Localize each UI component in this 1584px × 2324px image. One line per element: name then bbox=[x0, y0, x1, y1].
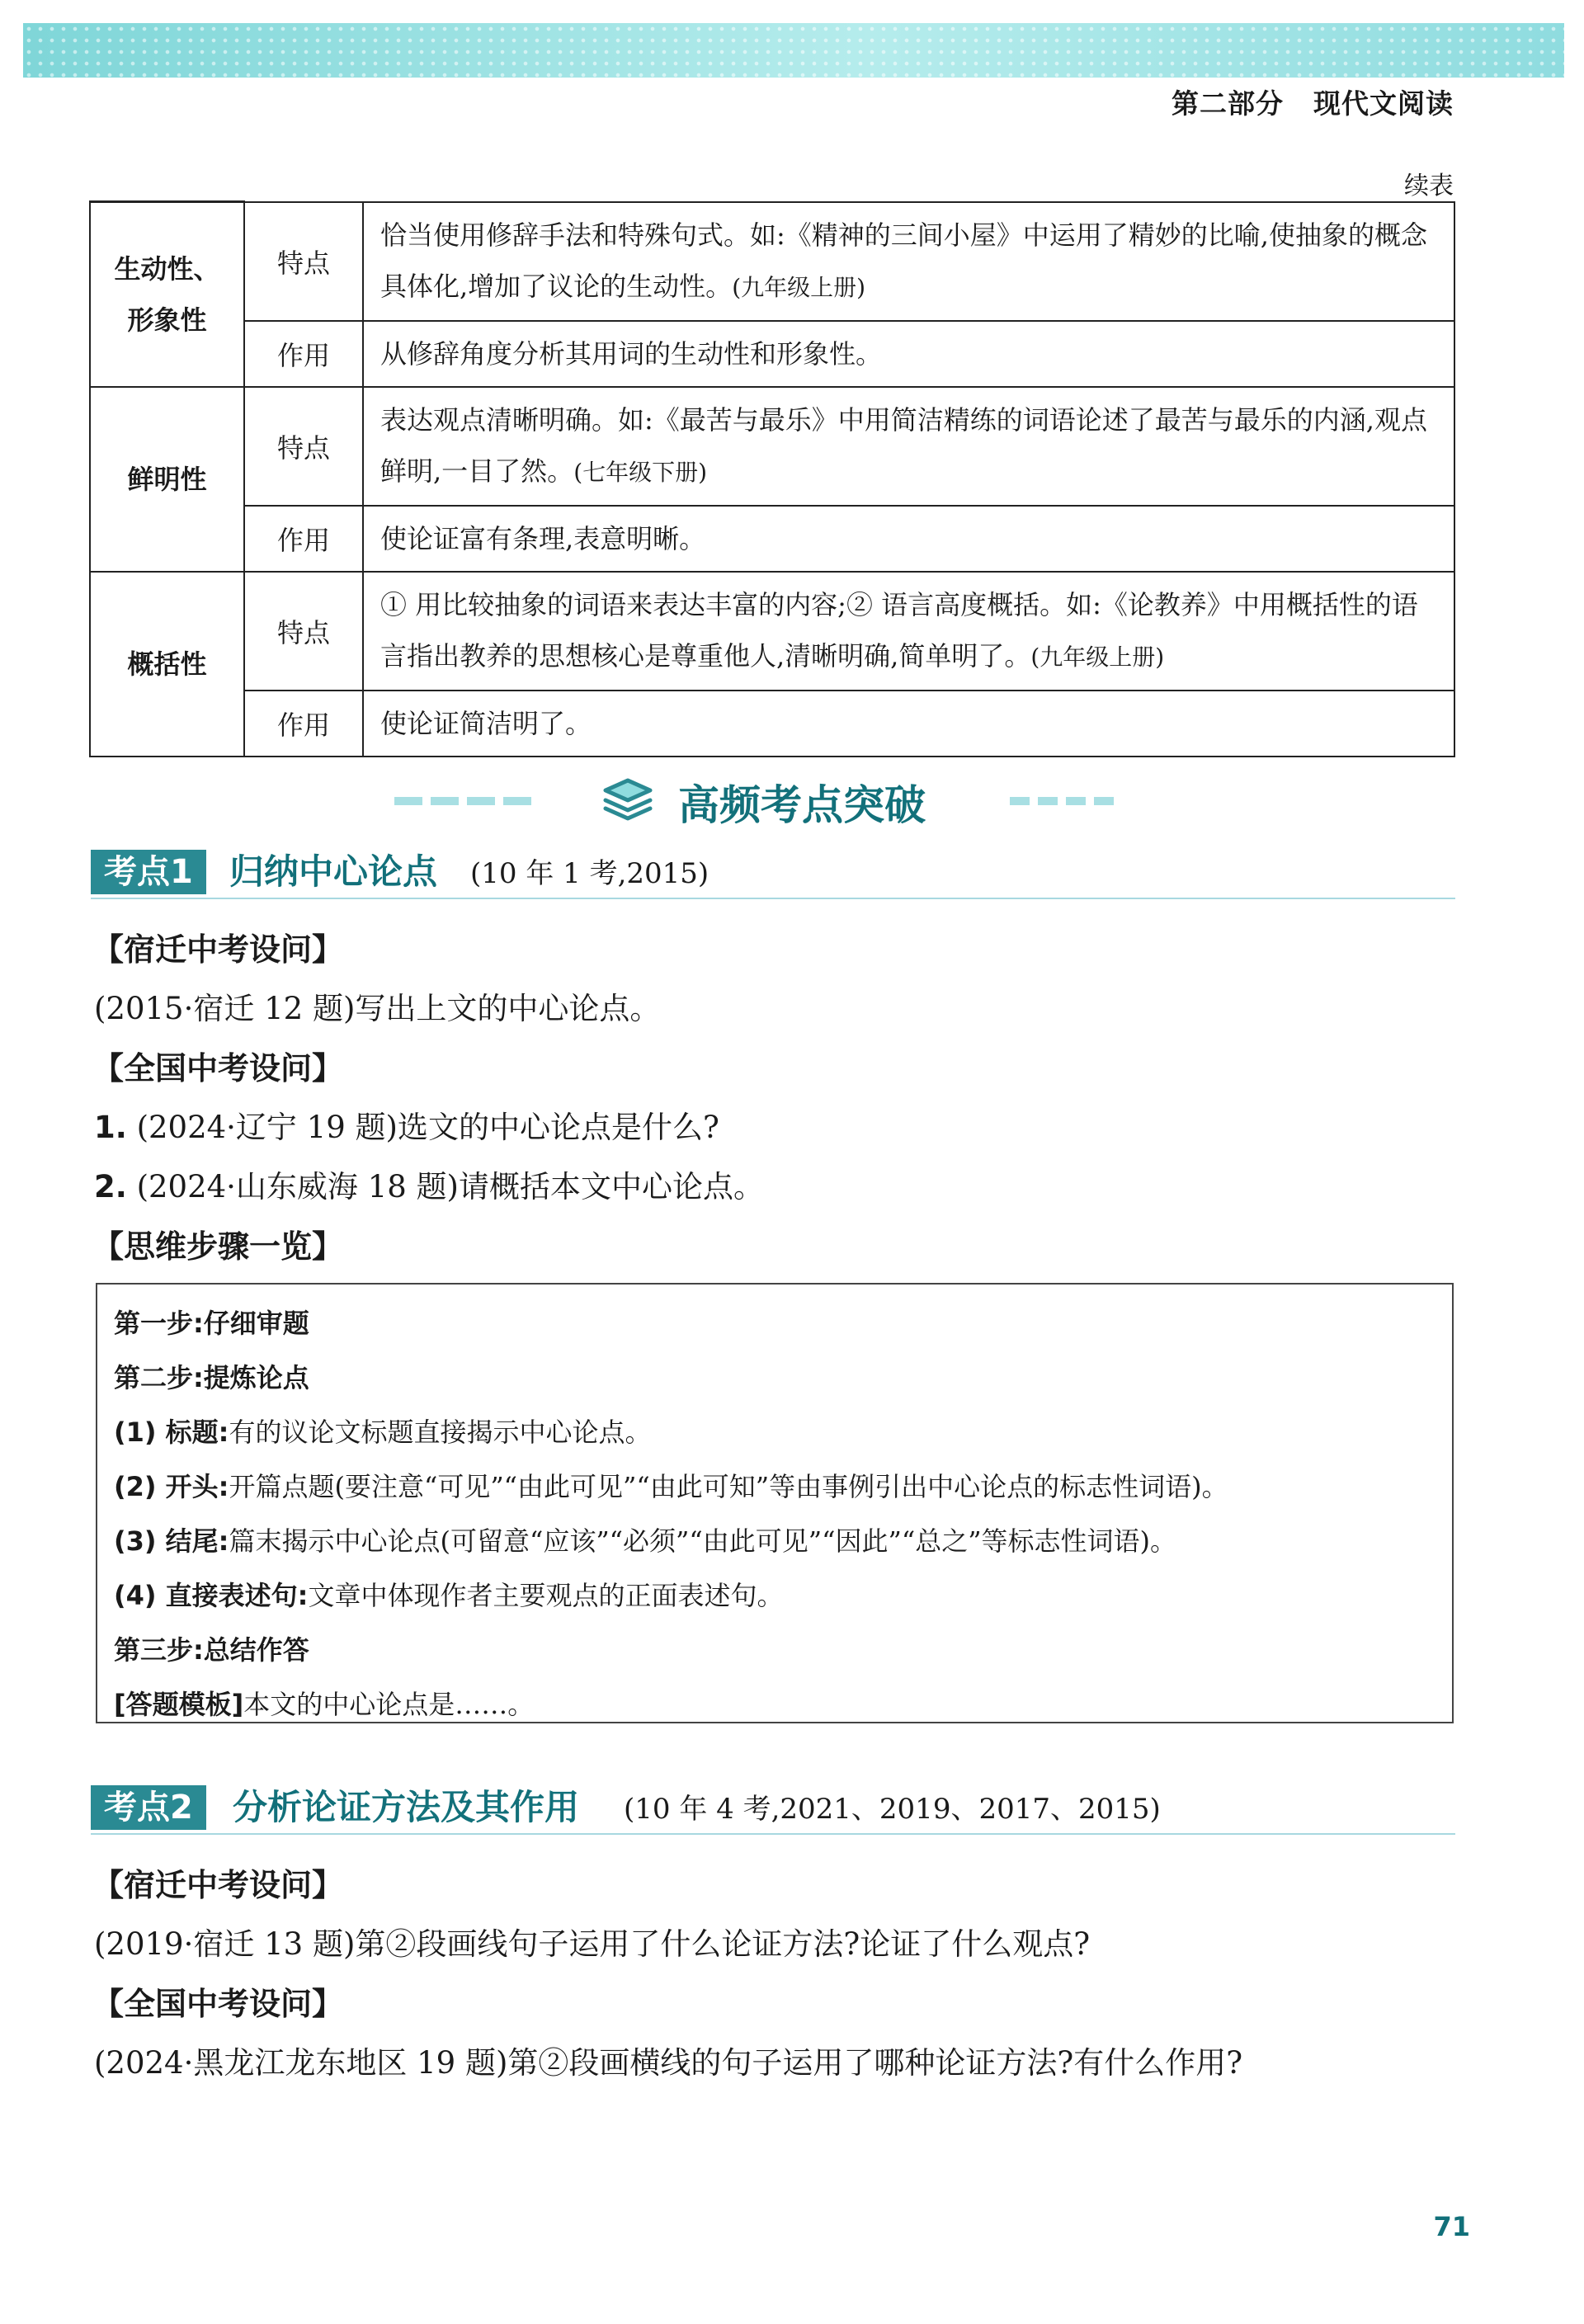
step-line: (1) 标题:有的议论文标题直接揭示中心论点。 bbox=[114, 1417, 652, 1448]
local-exam-heading: 【宿迁中考设问】 bbox=[92, 931, 344, 968]
page-number: 71 bbox=[1433, 2211, 1470, 2242]
exam-point-meta: (10 年 4 考,2021、2019、2017、2015) bbox=[624, 1793, 1161, 1826]
exam-point-title: 分析论证方法及其作用 bbox=[233, 1787, 580, 1827]
table-row bbox=[90, 321, 1454, 387]
exam-point-meta: (10 年 1 考,2015) bbox=[470, 857, 710, 890]
exam-point-title: 归纳中心论点 bbox=[229, 851, 438, 892]
table-row bbox=[90, 387, 1454, 506]
effect-label: 作用 bbox=[244, 321, 363, 387]
effect-text: 从修辞角度分析其用词的生动性和形象性。 bbox=[363, 321, 1454, 387]
category-cell: 概括性 bbox=[90, 572, 244, 757]
section-title: 高频考点突破 bbox=[678, 781, 926, 829]
decorative-dashes-right bbox=[1010, 797, 1117, 805]
effect-text: 使论证富有条理,表意明晰。 bbox=[363, 506, 1454, 572]
step-line: (3) 结尾:篇末揭示中心论点(可留意“应该”“必须”“由此可见”“因此”“总之”等标志性词语)。 bbox=[114, 1525, 1177, 1557]
exam-point-1-heading bbox=[91, 850, 1455, 899]
step-line: 第一步:仔细审题 bbox=[114, 1308, 309, 1339]
feature-label: 特点 bbox=[244, 572, 363, 691]
section-heading bbox=[0, 767, 1584, 833]
national-exam-heading: 【全国中考设问】 bbox=[92, 1986, 344, 2022]
local-exam-heading: 【宿迁中考设问】 bbox=[92, 1867, 344, 1903]
national-exam-question: (2024·黑龙江龙东地区 19 题)第②段画横线的句子运用了哪种论证方法?有什么作用? bbox=[94, 2045, 1243, 2081]
effect-text: 使论证简洁明了。 bbox=[363, 691, 1454, 757]
table-row bbox=[90, 572, 1454, 691]
decorative-dashes-left bbox=[394, 797, 535, 805]
local-exam-question: (2015·宿迁 12 题)写出上文的中心论点。 bbox=[94, 991, 661, 1026]
category-cell: 鲜明性 bbox=[90, 387, 244, 572]
header-part: 第二部分 bbox=[1172, 87, 1284, 120]
step-line: 第二步:提炼论点 bbox=[114, 1362, 309, 1393]
national-exam-heading: 【全国中考设问】 bbox=[92, 1050, 344, 1087]
exam-point-2-heading bbox=[91, 1785, 1455, 1835]
step-line: 第三步:总结作答 bbox=[114, 1634, 309, 1666]
step-line: (2) 开头:开篇点题(要注意“可见”“由此可见”“由此可知”等由事例引出中心论点的标志性词语)。 bbox=[114, 1471, 1228, 1502]
feature-label: 特点 bbox=[244, 202, 363, 321]
national-question-1: 1. (2024·辽宁 19 题)选文的中心论点是什么? bbox=[94, 1110, 719, 1145]
thinking-steps-box bbox=[96, 1283, 1454, 1723]
language-features-table bbox=[89, 200, 1455, 757]
header-section-title: 现代文阅读 bbox=[1313, 87, 1454, 120]
stack-books-icon bbox=[601, 775, 655, 825]
continued-label: 续表 bbox=[1404, 172, 1454, 200]
table-row bbox=[90, 691, 1454, 757]
feature-text: ① 用比较抽象的词语来表达丰富的内容;② 语言高度概括。如:《论教养》中用概括性的语言指出教养的思想核心是尊重他人,清晰明确,简单明了。(九年级上册) bbox=[363, 572, 1454, 691]
step-line: (4) 直接表述句:文章中体现作者主要观点的正面表述句。 bbox=[114, 1580, 784, 1611]
category-cell: 生动性、 形象性 bbox=[90, 202, 244, 387]
effect-label: 作用 bbox=[244, 691, 363, 757]
table-row bbox=[90, 506, 1454, 572]
thinking-steps-heading: 【思维步骤一览】 bbox=[92, 1228, 344, 1265]
top-decorative-band bbox=[23, 23, 1564, 78]
local-exam-question: (2019·宿迁 13 题)第②段画线句子运用了什么论证方法?论证了什么观点? bbox=[94, 1926, 1091, 1962]
feature-text: 恰当使用修辞手法和特殊句式。如:《精神的三间小屋》中运用了精妙的比喻,使抽象的概念具体化,增加了议论的生动性。(九年级上册) bbox=[363, 202, 1454, 321]
exam-point-badge: 考点2 bbox=[91, 1785, 206, 1830]
table-row bbox=[90, 202, 1454, 321]
national-question-2: 2. (2024·山东威海 18 题)请概括本文中心论点。 bbox=[94, 1169, 764, 1204]
running-header bbox=[1172, 82, 1454, 121]
effect-label: 作用 bbox=[244, 506, 363, 572]
step-line: [答题模板]本文的中心论点是……。 bbox=[114, 1689, 535, 1720]
exam-point-badge: 考点1 bbox=[91, 850, 206, 894]
feature-label: 特点 bbox=[244, 387, 363, 506]
feature-text: 表达观点清晰明确。如:《最苦与最乐》中用简洁精练的词语论述了最苦与最乐的内涵,观点鲜明,一目了然。(七年级下册) bbox=[363, 387, 1454, 506]
